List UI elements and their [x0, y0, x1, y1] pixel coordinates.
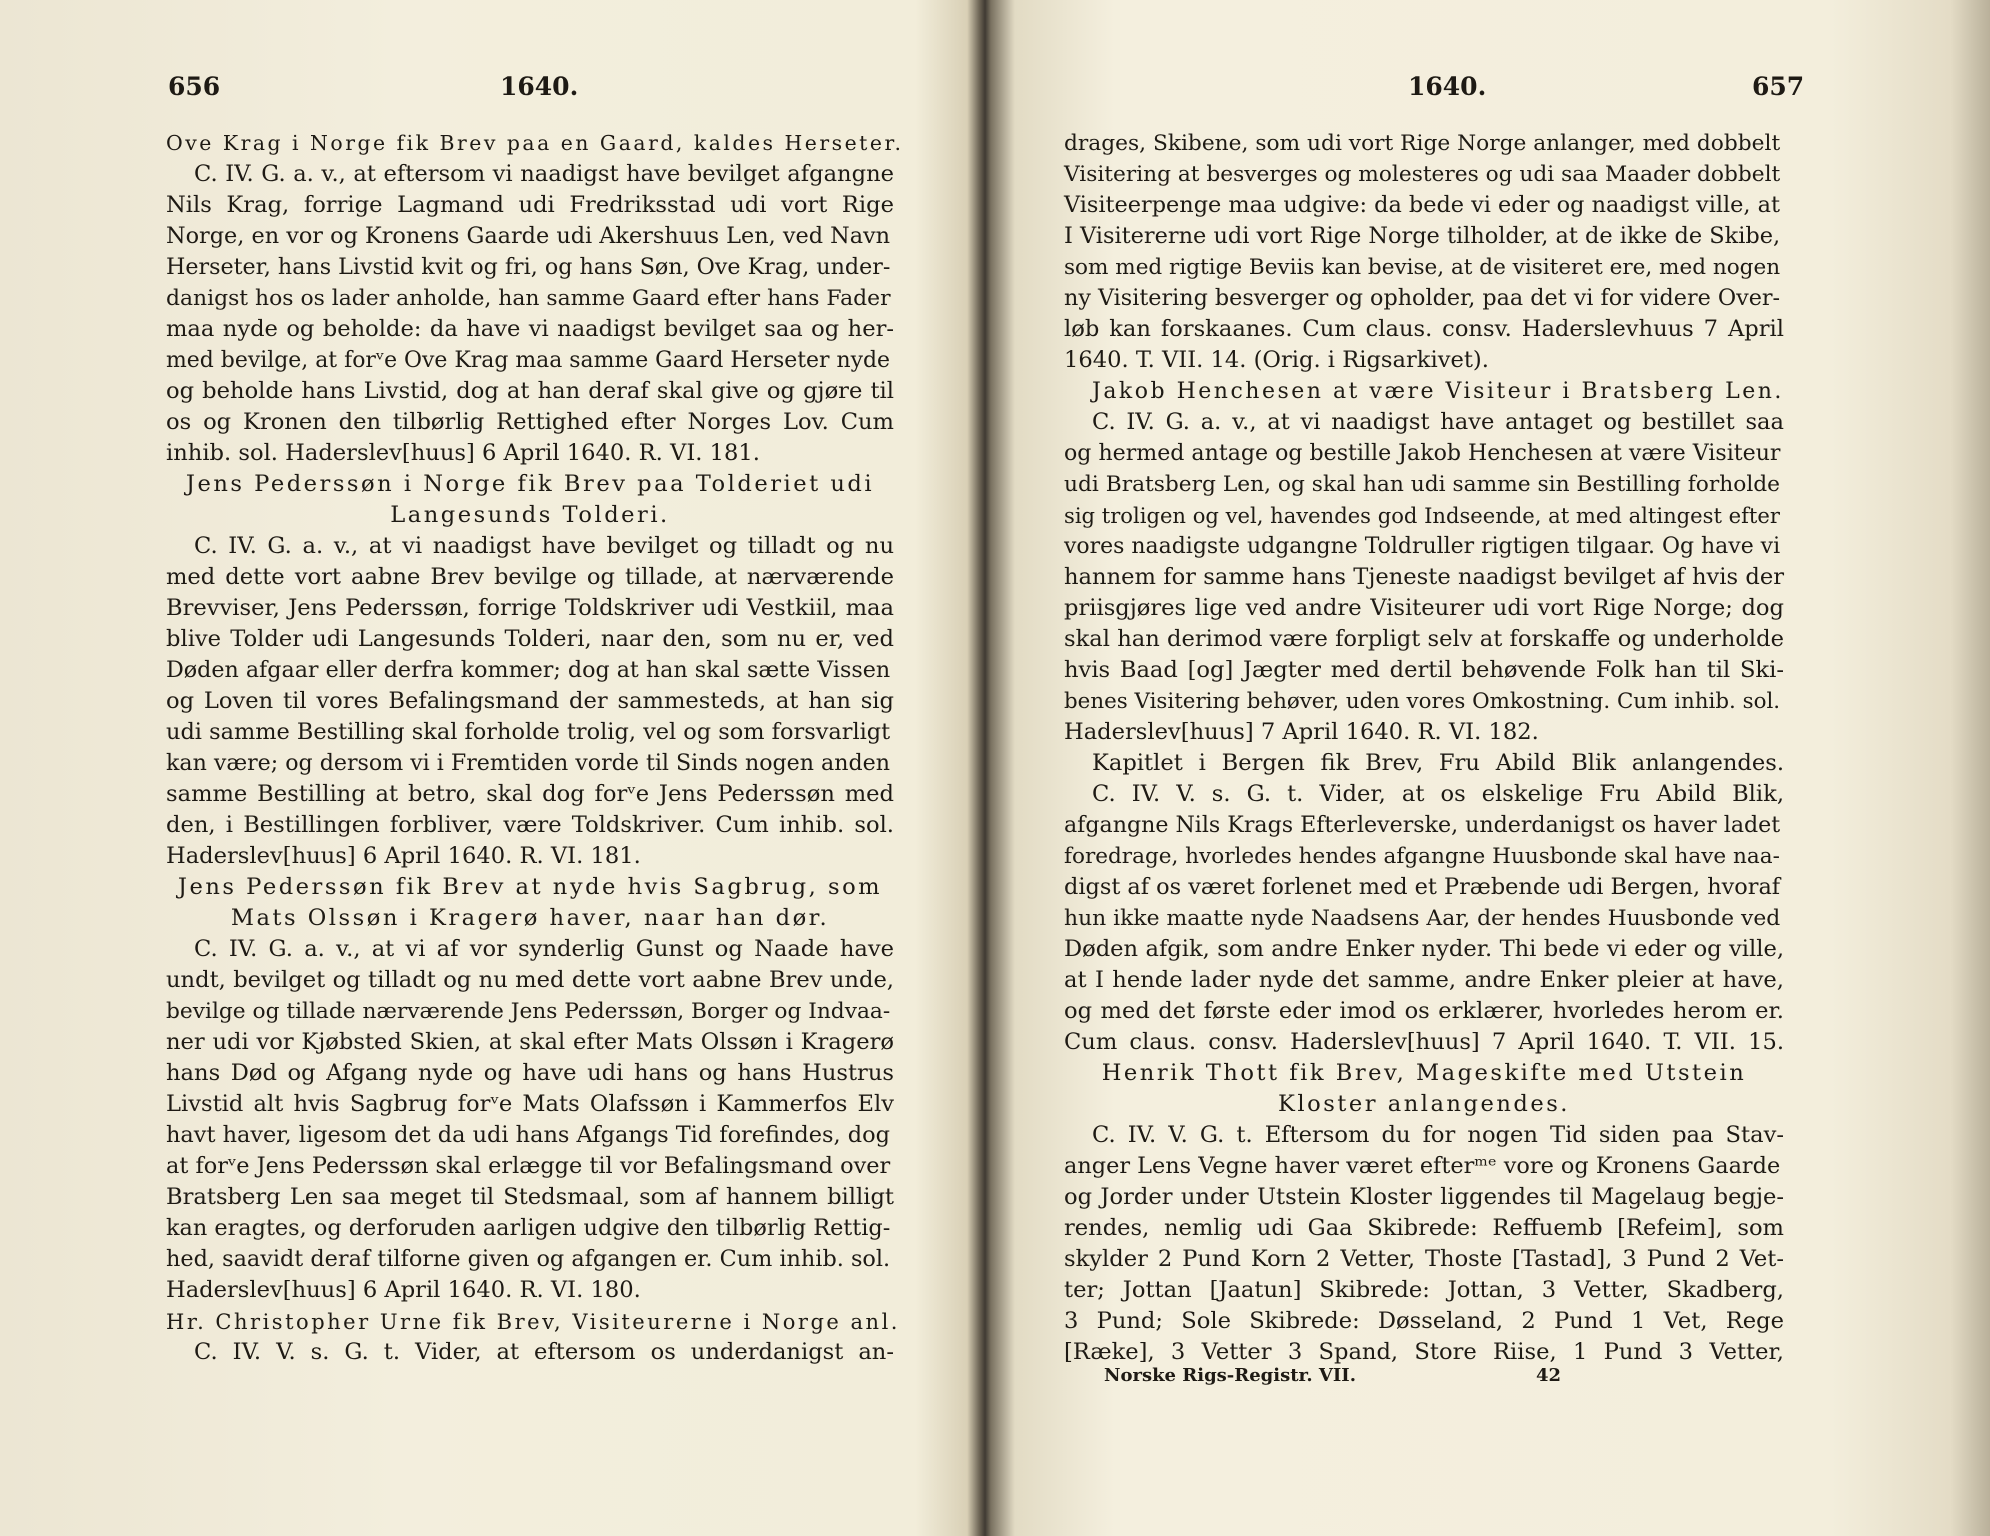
text-line: drages, Skibene, som udi vort Rige Norge anlanger, med dobbelt	[1064, 131, 1781, 156]
text-line: bevilge og tillade nærværende Jens Pederssøn, Borger og Indvaa-	[166, 999, 891, 1024]
text-line: hun ikke maatte nyde Naadsens Aar, der hendes Huusbonde ved	[1064, 906, 1781, 931]
text-line: anger Lens Vegne haver været efterᵐᵉ vore og Kronens Gaarde	[1064, 1153, 1781, 1179]
text-line: ny Visitering besverger og opholder, paa det vi for videre Over-	[1064, 285, 1781, 311]
text-line: undt, bevilget og tilladt og nu med dette vort aabne Brev unde,	[166, 967, 894, 993]
text-line: at I hende lader nyde det samme, andre Enker pleier at have,	[1064, 967, 1784, 993]
text-line: rendes, nemlig udi Gaa Skibrede: Reffuemb [Refeim], som	[1064, 1215, 1784, 1241]
text-line: Nils Krag, forrige Lagmand udi Fredriksstad udi vort Rige	[166, 192, 894, 218]
entry-heading-line: Jens Pederssøn i Norge fik Brev paa Tolderiet udi	[185, 471, 875, 497]
text-line: samme Bestilling at betro, skal dog forᵛe Jens Pederssøn med	[166, 781, 894, 807]
text-line: med bevilge, at forᵛe Ove Krag maa samme Gaard Herseter nyde	[166, 348, 891, 373]
text-line: Cum claus. consv. Haderslev[huus] 7 April 1640. T. VII. 15.	[1064, 1029, 1784, 1055]
entry-heading-line: Jens Pederssøn fik Brev at nyde hvis Sagbrug, som	[177, 874, 883, 900]
text-line: vores naadigste udgangne Toldruller rigtigen tilgaar. Og have vi	[1064, 534, 1781, 559]
text-line: kan eragtes, og derforuden aarligen udgive den tilbørlig Rettig-	[166, 1215, 891, 1241]
text-line: udi Bratsberg Len, og skal han udi samme sin Bestilling forholde	[1064, 472, 1781, 497]
text-line: C. IV. G. a. v., at eftersom vi naadigst have bevilget afgangne	[194, 161, 894, 187]
text-line: afgangne Nils Krags Efterleverske, underdanigst os haver ladet	[1064, 812, 1781, 838]
text-line: og med det første eder imod os erklærer, hvorledes herom er.	[1064, 998, 1784, 1024]
text-line: Ove Krag i Norge fik Brev paa en Gaard, kaldes Herseter.	[166, 131, 904, 155]
text-line: Kapitlet i Bergen fik Brev, Fru Abild Blik anlangendes.	[1092, 750, 1784, 776]
text-line: Haderslev[huus] 6 April 1640. R. VI. 181.	[166, 843, 641, 869]
text-line: 1640. T. VII. 14. (Orig. i Rigsarkivet).	[1064, 347, 1489, 373]
entry-heading-line: Mats Olssøn i Kragerø haver, naar han dør.	[230, 905, 830, 931]
page-body	[1064, 128, 1784, 1368]
text-line: C. IV. G. a. v., at vi naadigst have antaget og bestillet saa	[1092, 409, 1784, 435]
text-line: Visiteerpenge maa udgive: da bede vi eder og naadigst ville, at	[1064, 192, 1780, 218]
signature-line: Norske Rigs-Registr. VII.	[1104, 1365, 1356, 1386]
text-line: Bratsberg Len saa meget til Stedsmaal, som af hannem billigt	[166, 1184, 894, 1210]
text-line: C. IV. V. s. G. t. Vider, at os elskelige Fru Abild Blik,	[1092, 781, 1784, 807]
text-line: C. IV. G. a. v., at vi naadigst have bevilget og tilladt og nu	[194, 533, 894, 559]
text-line: og beholde hans Livstid, dog at han deraf skal give og gjøre til	[166, 378, 894, 404]
text-line: Hr. Christopher Urne fik Brev, Visiteurerne i Norge anl.	[166, 1309, 900, 1334]
text-line: foredrage, hvorledes hendes afgangne Huusbonde skal have naa-	[1064, 844, 1780, 869]
text-line: hed, saavidt deraf tilforne given og afgangen er. Cum inhib. sol.	[166, 1246, 891, 1272]
text-line: ter; Jottan [Jaatun] Skibrede: Jottan, 3 Vetter, Skadberg,	[1064, 1277, 1784, 1303]
text-line: kan være; og dersom vi i Fremtiden vorde til Sinds nogen anden	[166, 750, 890, 776]
running-head-year: 1640.	[1408, 72, 1487, 101]
text-line: Brevviser, Jens Pederssøn, forrige Toldskriver udi Vestkiil, maa	[166, 595, 894, 621]
text-line: maa nyde og beholde: da have vi naadigst bevilget saa og her-	[166, 316, 894, 342]
page-number: 656	[168, 72, 221, 101]
text-line: C. IV. V. G. t. Eftersom du for nogen Tid siden paa Stav-	[1092, 1122, 1784, 1148]
text-line: ner udi vor Kjøbsted Skien, at skal efter Mats Olssøn i Kragerø	[166, 1029, 894, 1055]
text-line: at forᵛe Jens Pederssøn skal erlægge til vor Befalingsmand over	[166, 1153, 891, 1179]
text-line: løb kan forskaanes. Cum claus. consv. Haderslevhuus 7 April	[1064, 316, 1784, 342]
entry-heading-line: Henrik Thott fik Brev, Mageskifte med Utstein	[1101, 1060, 1747, 1086]
entry-heading-line: Langesunds Tolderi.	[390, 502, 670, 528]
text-line: Herseter, hans Livstid kvit og fri, og hans Søn, Ove Krag, under-	[166, 254, 891, 280]
text-line: hvis Baad [og] Jægter med dertil behøvende Folk han til Ski-	[1064, 657, 1784, 683]
text-line: danigst hos os lader anholde, han samme Gaard efter hans Fader	[166, 286, 891, 311]
text-line: den, i Bestillingen forbliver, være Toldskriver. Cum inhib. sol.	[166, 812, 894, 838]
page-number: 657	[1752, 72, 1805, 101]
text-line: C. IV. V. s. G. t. Vider, at eftersom os underdanigst an-	[194, 1339, 894, 1365]
text-line: som med rigtige Beviis kan bevise, at de visiteret ere, med nogen	[1064, 255, 1781, 280]
text-line: og Jorder under Utstein Kloster liggendes til Magelaug begje-	[1064, 1184, 1784, 1210]
text-line: 3 Pund; Sole Skibrede: Døsseland, 2 Pund 1 Vet, Rege	[1064, 1308, 1784, 1334]
text-line: Jakob Henchesen at være Visiteur i Bratsberg Len.	[1092, 379, 1784, 404]
entry-heading-line: Kloster anlangendes.	[1277, 1091, 1570, 1117]
right-page	[984, 0, 1990, 1536]
text-line: Visitering at besverges og molesteres og udi saa Maader dobbelt	[1064, 162, 1781, 187]
text-line: hans Død og Afgang nyde og have udi hans og hans Hustrus	[166, 1060, 894, 1086]
text-line: Døden afgik, som andre Enker nyder. Thi bede vi eder og ville,	[1064, 936, 1784, 962]
text-line: Norge, en vor og Kronens Gaarde udi Akershuus Len, ved Navn	[166, 223, 891, 249]
text-line: Haderslev[huus] 7 April 1640. R. VI. 182.	[1064, 719, 1539, 745]
text-line: I Visitererne udi vort Rige Norge tilholder, at de ikke de Skibe,	[1064, 223, 1781, 249]
left-page	[0, 0, 968, 1536]
text-line: digst af os været forlenet med et Præbende udi Bergen, hvoraf	[1064, 874, 1781, 900]
text-line: Døden afgaar eller derfra kommer; dog at han skal sætte Vissen	[166, 657, 891, 683]
text-line: Haderslev[huus] 6 April 1640. R. VI. 180.	[166, 1277, 641, 1303]
text-line: og Loven til vores Befalingsmand der sammesteds, at han sig	[166, 688, 894, 714]
text-line: havt haver, ligesom det da udi hans Afgangs Tid forefindes, dog	[166, 1122, 890, 1148]
text-line: med dette vort aabne Brev bevilge og tillade, at nærværende	[166, 564, 894, 590]
text-line: benes Visitering behøver, uden vores Omkostning. Cum inhib. sol.	[1064, 689, 1781, 714]
running-head-year: 1640.	[500, 72, 579, 101]
text-line: udi samme Bestilling skal forholde trolig, vel og som forsvarligt	[166, 719, 891, 745]
text-line: inhib. sol. Haderslev[huus] 6 April 1640. R. VI. 181.	[166, 440, 760, 466]
text-line: Livstid alt hvis Sagbrug forᵛe Mats Olafssøn i Kammerfos Elv	[166, 1091, 894, 1117]
text-line: blive Tolder udi Langesunds Tolderi, naar den, som nu er, ved	[166, 626, 894, 652]
text-line: [Ræke], 3 Vetter 3 Spand, Store Riise, 1 Pund 3 Vetter,	[1064, 1339, 1784, 1365]
text-line: og hermed antage og bestille Jakob Henchesen at være Visiteur	[1064, 441, 1781, 466]
text-line: priisgjøres lige ved andre Visiteurer udi vort Rige Norge; dog	[1064, 595, 1784, 621]
signature-mark: 42	[1536, 1365, 1562, 1386]
text-line: os og Kronen den tilbørlig Rettighed efter Norges Lov. Cum	[166, 409, 894, 435]
text-line: hannem for samme hans Tjeneste naadigst bevilget af hvis der	[1064, 564, 1784, 590]
text-line: sig troligen og vel, havendes god Indseende, at med altingest efter	[1064, 503, 1780, 528]
text-line: C. IV. G. a. v., at vi af vor synderlig Gunst og Naade have	[194, 936, 894, 962]
text-line: skal han derimod være forpligt selv at forskaffe og underholde	[1064, 626, 1784, 652]
page-body	[166, 128, 904, 1368]
text-line: skylder 2 Pund Korn 2 Vetter, Thoste [Tastad], 3 Pund 2 Vet-	[1064, 1246, 1784, 1272]
